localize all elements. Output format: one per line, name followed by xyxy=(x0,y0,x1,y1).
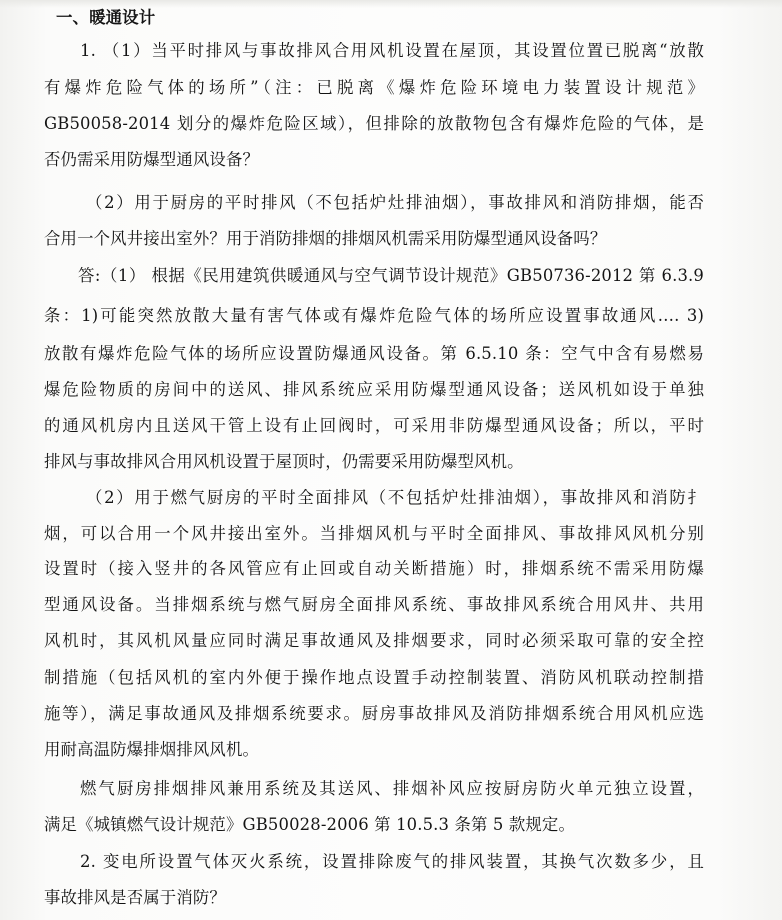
text-line: 爆危险物质的房间中的送风、排风系统应采用防爆型通风设备；送风机如设于单独 xyxy=(44,380,704,399)
text-line: 施等），满足事故通风及排烟系统要求。厨房事故排风及消防排烟系统合用风机应选 xyxy=(44,704,704,723)
text-line: 有爆炸危险气体的场所”（注：已脱离《爆炸危险环境电力装置设计规范》 xyxy=(44,78,704,97)
text-line: 否仍需采用防爆型通风设备？ xyxy=(44,150,260,169)
section-heading: 一、暖通设计 xyxy=(56,8,156,27)
text-line: 放散有爆炸危险气体的场所应设置防爆通风设备。第 6.5.10 条：空气中含有易燃易 xyxy=(44,344,704,363)
text-line: 2. 变电所设置气体灭火系统，设置排除废气的排风装置，其换气次数多少，且 xyxy=(80,852,704,871)
text-line: 风机时，其风机风量应同时满足事故通风及排烟要求，同时必须采取可靠的安全控 xyxy=(44,631,704,650)
text-line: 烟，可以合用一个风井接出室外。当排烟风机与平时全面排风、事故排风风机分别 xyxy=(44,524,704,543)
text-line: 设置时（接入竖井的各风管应有止回或自动关断措施）时，排烟系统不需采用防爆 xyxy=(44,559,704,578)
text-line: 答:（1） 根据《民用建筑供暖通风与空气调节设计规范》GB50736-2012 第 6.3.9 xyxy=(78,266,704,285)
text-line: 的通风机房内且送风干管上设有止回阀时，可采用非防爆型通风设备；所以，平时 xyxy=(44,416,704,435)
text-line: 事故排风是否属于消防？ xyxy=(44,888,226,907)
text-line: 条：1)可能突然放散大量有害气体或有爆炸危险气体的场所应设置事故通风…. 3) xyxy=(44,306,704,325)
text-line: 制措施（包括风机的室内外便于操作地点设置手动控制装置、消防风机联动控制措 xyxy=(44,668,704,687)
text-line: 1. （1）当平时排风与事故排风合用风机设置在屋顶，其设置位置已脱离“放散 xyxy=(80,41,704,60)
text-line: （2）用于厨房的平时排风（不包括炉灶排油烟），事故排风和消防排烟，能否 xyxy=(86,193,704,212)
text-line: 用耐高温防爆排烟排风风机。 xyxy=(44,740,260,759)
text-line: 合用一个风井接出室外？用于消防排烟的排烟风机需采用防爆型通风设备吗？ xyxy=(44,229,607,248)
text-line: 燃气厨房排烟排风兼用系统及其送风、排烟补风应按厨房防火单元独立设置， xyxy=(80,779,704,798)
text-line: 满足《城镇燃气设计规范》GB50028-2006 第 10.5.3 条第 5 款规定。 xyxy=(44,815,576,834)
text-line: 型通风设备。当排烟系统与燃气厨房全面排风系统、事故排风系统合用风井、共用 xyxy=(44,595,704,614)
text-line: 排风与事故排风合用风机设置于屋顶时，仍需要采用防爆型风机。 xyxy=(44,452,524,471)
text-line: （2）用于燃气厨房的平时全面排风（不包括炉灶排油烟），事故排风和消防扌 xyxy=(86,488,704,507)
text-line: GB50058-2014 划分的爆炸危险区域），但排除的放散物包含有爆炸危险的气体，是 xyxy=(44,114,704,133)
